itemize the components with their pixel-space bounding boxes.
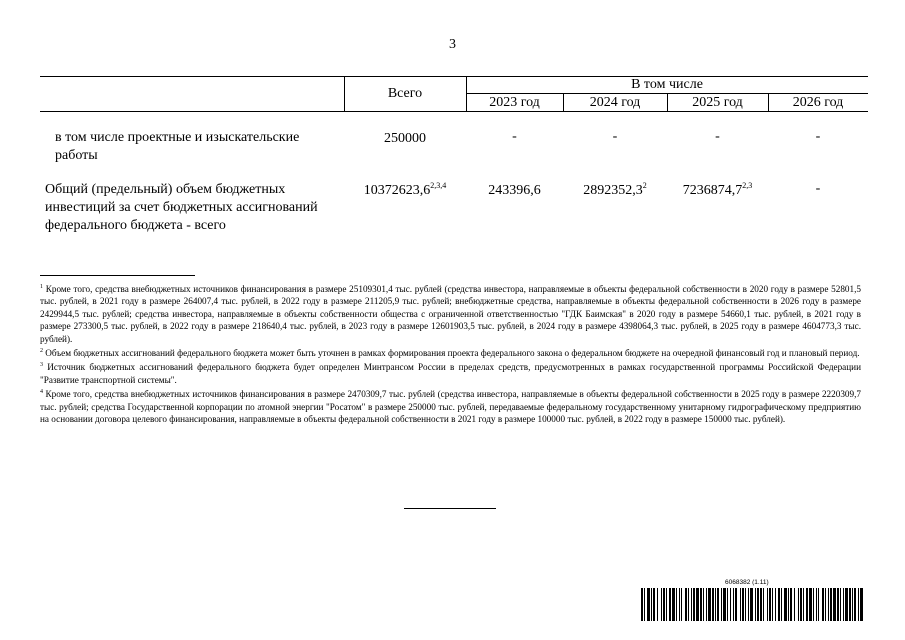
barcode-bar (794, 588, 795, 621)
header-total: Всего (387, 86, 423, 101)
table-row-label: в том числе проектные и изыскательские работы (55, 130, 300, 163)
barcode-bar (672, 588, 675, 621)
footnote-1: $^1$ Кроме того, средства внебюджетных источников финансирования в размере 25109301,4 тыс. рублей (средства инвестора, направляемые в объекты федеральной собственности в 2020 году в размере 52801,5 тыс. рублей, в 2021 году в размере 264007,4 тыс. рублей, в 2022 году в размере 211205,9 тыс. рублей; внебюджетные средства, направляемые в объекты федеральной собственности в 2026 году в размере 2429944,5 тыс. рублей; средства инвестора, направляемые в объекты собственности общества с ограниченной ответственностью "ГДК Баимская" в 2020 году в размере 54660,1 тыс. рублей, в 2021 году в размере 273300,5 тыс. рублей, в 2022 году в размере 218640,4 тыс. рублей, в 2023 году в размере 12601903,5 тыс. рублей, в 2024 году в размере 4398064,3 тыс. рублей, в 2025 году в размере 4604773,3 тыс. рублей). (40, 284, 861, 344)
barcode-bar (740, 588, 741, 621)
barcode-bar (757, 588, 759, 621)
document-code: 6068382 (1.11) (725, 579, 769, 586)
barcode-bar (843, 588, 844, 621)
header-year-2026: 2026 год (792, 95, 844, 110)
barcode-bar (852, 588, 853, 621)
table-cell-total: 250000 (384, 131, 426, 146)
end-of-text-rule (404, 508, 496, 509)
table-cell-2023: - (512, 129, 517, 144)
barcode-bar (730, 588, 731, 621)
barcode-bar (733, 588, 734, 621)
barcode-bar (818, 588, 819, 621)
footnotes (40, 281, 861, 425)
barcode-bar (813, 588, 814, 621)
barcode-bar (778, 588, 780, 621)
header-including: В том числе (631, 77, 703, 92)
barcode-bar (790, 588, 792, 621)
table-cell-2023: 243396,6 (488, 183, 541, 198)
barcode-bar (681, 588, 682, 621)
barcode-bar (669, 588, 671, 621)
barcode-bar (644, 588, 645, 621)
barcode-bar (781, 588, 782, 621)
barcode-bar (721, 588, 722, 621)
barcode-bar (837, 588, 839, 621)
barcode-bar (840, 588, 841, 621)
barcode-bar (663, 588, 665, 621)
barcode-bar (715, 588, 716, 621)
barcode (641, 588, 863, 621)
footnote-2: $^2$ Объем бюджетных ассигнований федерального бюджета может быть уточнен в рамках формирования проекта федерального закона о федеральном бюджете на очередной финансовый год и плановый период. (40, 348, 860, 359)
barcode-bar (854, 588, 856, 621)
barcode-bar (784, 588, 787, 621)
barcode-bar (735, 588, 737, 621)
header-year-2025: 2025 год (692, 95, 743, 110)
barcode-bar (767, 588, 768, 621)
barcode-bar (750, 588, 753, 621)
barcode-bar (679, 588, 680, 621)
barcode-bar (825, 588, 826, 621)
barcode-bar (769, 588, 771, 621)
table-cell-2026: - (815, 181, 821, 196)
barcode-bar (800, 588, 802, 621)
barcode-bar (806, 588, 808, 621)
barcode-bar (661, 588, 662, 621)
table-cell-2026: - (815, 129, 821, 144)
barcode-bar (676, 588, 677, 621)
barcode-bar (703, 588, 704, 621)
barcode-bar (700, 588, 702, 621)
table-cell-2024: - (612, 129, 618, 144)
barcode-bar (828, 588, 829, 621)
barcode-bar (748, 588, 749, 621)
barcode-bar (860, 588, 863, 621)
barcode-bar (830, 588, 832, 621)
barcode-bar (651, 588, 652, 621)
barcode-bar (809, 588, 812, 621)
barcode-bar (653, 588, 655, 621)
barcode-bar (772, 588, 773, 621)
table-row-label: Общий (предельный) объем бюджетных инвестиций за счет бюджетных ассигнований федерального бюджета - всего (45, 182, 318, 233)
barcode-bar (723, 588, 726, 621)
footnote-3: $^3$ Источник бюджетных ассигнований федерального бюджета будет определен Минтрансом России в пределах средств, предусмотренных в рамках государственной программы Российской Федерации "Развитие транспортной системы". (40, 362, 862, 385)
barcode-bar (685, 588, 687, 621)
table-cell-2025: 7236874,7$^{2,3}$ (682, 181, 753, 198)
barcode-bar (755, 588, 756, 621)
page-number: 3 (449, 37, 456, 52)
barcode-bar (763, 588, 764, 621)
barcode-bar (647, 588, 650, 621)
barcode-bar (760, 588, 762, 621)
barcode-bar (742, 588, 744, 621)
barcode-bar (845, 588, 848, 621)
barcode-bar (712, 588, 714, 621)
header-year-2023: 2023 год (489, 95, 540, 110)
barcode-bar (693, 588, 695, 621)
barcode-bar (691, 588, 692, 621)
barcode-bar (641, 588, 643, 621)
barcode-bar (666, 588, 667, 621)
barcode-bar (858, 588, 859, 621)
barcode-bar (688, 588, 689, 621)
barcode-bar (822, 588, 824, 621)
barcode-bar (788, 588, 789, 621)
table-cell-2025: - (715, 129, 720, 144)
barcode-bar (717, 588, 719, 621)
barcode-bar (803, 588, 804, 621)
barcode-bar (706, 588, 707, 621)
footnote-4: $^4$ Кроме того, средства внебюджетных источников финансирования в размере 2470309,7 тыс. рублей (средства инвестора, направляемые в объекты федеральной собственности в 2025 году в размере 2220309,7 тыс. рублей; средства Государственной корпорации по атомной энергии "Росатом" в размере 250000 тыс. рублей, передаваемые федеральному государственному унитарному гидрографическому предприятию на основании договора целевого финансирования, направляемые в объекты федеральной собственности в 2021 году в размере 100000 тыс. рублей, в 2022 году в размере 150000 тыс. рублей). (40, 389, 861, 425)
barcode-bar (657, 588, 658, 621)
barcode-bar (696, 588, 699, 621)
barcode-bar (798, 588, 799, 621)
table-cell-2024: 2892352,3$^2$ (583, 181, 647, 198)
barcode-bar (727, 588, 728, 621)
barcode-bar (833, 588, 836, 621)
table-header-rule (40, 111, 868, 112)
barcode-bar (775, 588, 776, 621)
table-cell-total: 10372623,6$^{2,3,4}$ (363, 181, 447, 198)
barcode-bar (708, 588, 711, 621)
barcode-bar (745, 588, 746, 621)
barcode-bar (816, 588, 817, 621)
barcode-bar (849, 588, 851, 621)
header-year-2024: 2024 год (589, 95, 641, 110)
footnote-separator (40, 275, 195, 276)
